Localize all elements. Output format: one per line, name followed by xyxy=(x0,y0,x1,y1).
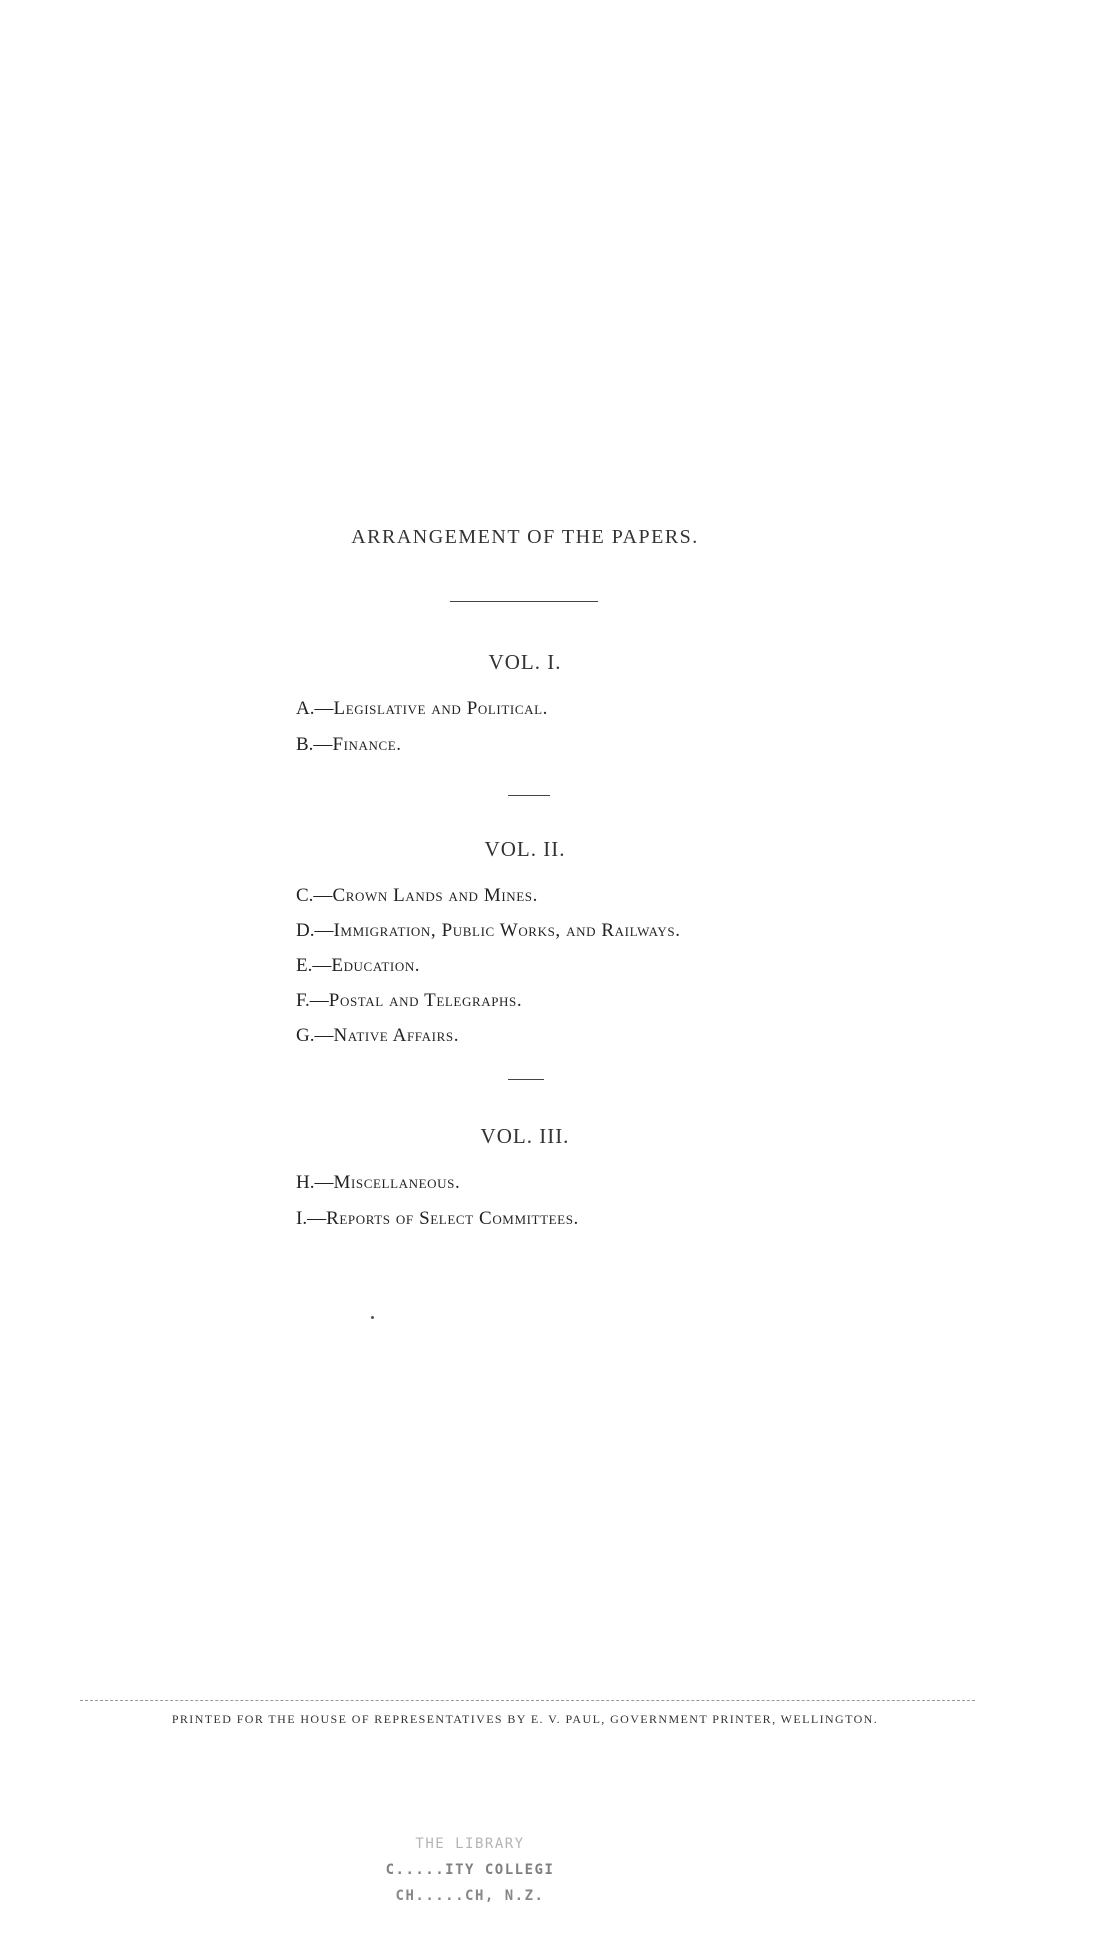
entry-letter: D.— xyxy=(296,920,334,941)
entry-text: Legislative and Political. xyxy=(333,698,548,719)
vol-3-heading: VOL. III. xyxy=(480,1124,570,1148)
entry-text: Reports of Select Committees. xyxy=(326,1208,579,1229)
entry-text: Education. xyxy=(331,955,421,976)
printer-imprint: PRINTED FOR THE HOUSE OF REPRESENTATIVES BY E. V. PAUL, GOVERNMENT PRINTER, WELLINGTON. xyxy=(171,1712,879,1726)
entry-text: Immigration, Public Works, and Railways. xyxy=(333,920,681,941)
entry-text: Postal and Telegraphs. xyxy=(328,990,523,1011)
library-stamp-line: CH.....CH, N.Z. xyxy=(395,1888,545,1904)
page-title: ARRANGEMENT OF THE PAPERS. xyxy=(351,526,699,548)
library-stamp-line: C.....ITY COLLEGI xyxy=(385,1862,555,1878)
entry-letter: C.— xyxy=(296,885,333,906)
entry-letter: F.— xyxy=(296,990,329,1011)
entry-g xyxy=(296,1025,459,1047)
library-stamp-line: THE LIBRARY xyxy=(415,1836,525,1852)
entry-letter: A.— xyxy=(296,698,334,719)
entry-i xyxy=(296,1208,579,1230)
entry-h xyxy=(296,1172,460,1194)
entry-d xyxy=(296,920,681,942)
entry-letter: I.— xyxy=(296,1208,327,1229)
vol-2-heading: VOL. II. xyxy=(484,837,566,861)
entry-letter: H.— xyxy=(296,1172,334,1193)
entry-text: Crown Lands and Mines. xyxy=(332,885,538,906)
entry-letter: B.— xyxy=(296,734,333,755)
entry-text: Finance. xyxy=(332,734,402,755)
entry-letter: G.— xyxy=(296,1025,334,1046)
stray-mark xyxy=(371,1316,374,1319)
section-rule xyxy=(508,1079,544,1080)
entry-text: Miscellaneous. xyxy=(333,1172,461,1193)
entry-c xyxy=(296,885,538,907)
title-rule xyxy=(450,601,598,602)
entry-a xyxy=(296,698,548,720)
entry-f xyxy=(296,990,522,1012)
entry-text: Native Affairs. xyxy=(333,1025,460,1046)
entry-e xyxy=(296,955,420,977)
entry-b xyxy=(296,734,402,756)
entry-letter: E.— xyxy=(296,955,332,976)
section-rule xyxy=(508,795,550,796)
vol-1-heading: VOL. I. xyxy=(488,650,562,674)
footer-rule xyxy=(80,1700,975,1701)
